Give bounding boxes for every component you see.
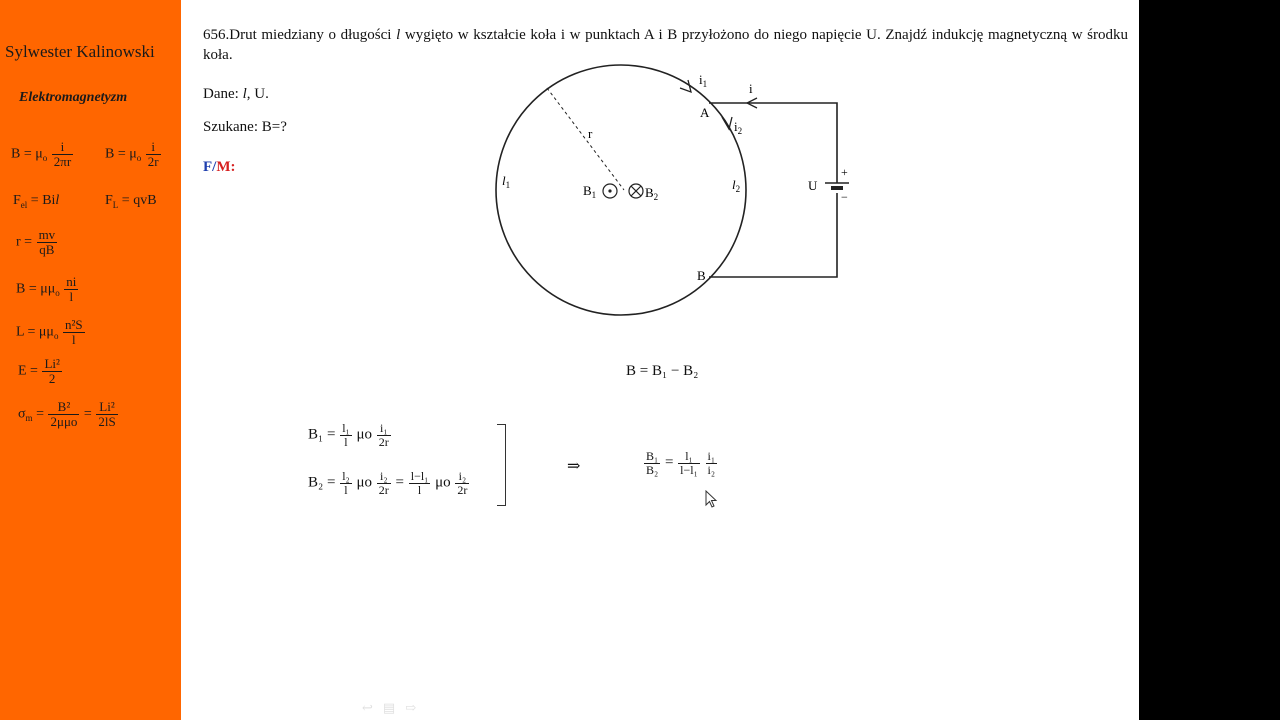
formula-sidebar (0, 0, 181, 720)
equation-ratio: $\frac{\text{B₁}}{\text{B₂}}$ = $\frac{\text{l₁}}{\text{l−l₁}}$ $\frac{\text{i₁}}{\text{i₂}}$ (646, 449, 716, 477)
formula-radius: r = $\frac{mv}{qB}$ (16, 227, 56, 257)
label-B: B (697, 268, 706, 283)
formula-f-el: $F_{el}$ = Bil (13, 193, 60, 210)
implies-arrow: ⇒ (567, 458, 581, 475)
arrow-i1-icon (680, 80, 691, 92)
slide-navigation[interactable] (362, 700, 426, 716)
equation-total-field: B = B₁ − B₂ (626, 363, 699, 379)
label-A: A (700, 105, 710, 120)
wire-circle (496, 65, 746, 315)
field-in-cross-icon (631, 186, 641, 196)
problem-statement: 656.Drut miedziany o długości l wygięto w kształcie koła i w punktach A i B przyłożono do niego napięcie U. Znajdź indukcję magnetyczną w środku koła. (203, 27, 1128, 63)
mouse-cursor-icon (705, 490, 719, 510)
label-U: U (808, 178, 818, 193)
circuit-diagram (481, 55, 871, 325)
field-out-dot-icon (608, 189, 611, 192)
formula-f-lorentz: $F_L$ = qvB (105, 193, 157, 210)
label-minus: − (841, 190, 848, 204)
label-i: i (749, 81, 753, 96)
black-margin (1139, 0, 1280, 720)
formula-energy-density: $\sigma_m$ = $\frac{\text{B²}}{\text{2μμo}}$ = $\frac{\text{Li²}}{2lS}$ (18, 399, 116, 429)
wire-to-battery-bottom (709, 193, 837, 277)
given-data: Dane: l, U. (203, 86, 269, 102)
formula-b-wire: $B = \mu_o$ $\frac{i}{2\pi r}$ (11, 139, 72, 169)
nav-forward-icon[interactable]: ⇨ (405, 700, 427, 715)
sought-value: Szukane: B=? (203, 119, 287, 135)
label-r: r (588, 126, 593, 141)
label-l2: $l_2$ (732, 177, 741, 194)
physics-math-label: F/M: (203, 159, 236, 175)
author-name: Sylwester Kalinowski (5, 42, 155, 61)
label-B1: $B_1$ (583, 183, 597, 200)
label-i1: $i_1$ (699, 72, 708, 89)
formula-b-loop: $B = \mu_o$ $\frac{i}{2r}$ (105, 139, 159, 169)
formula-inductance: $L = \mu\mu_o$ $\frac{\text{n²S}}{l}$ (16, 317, 83, 347)
formula-energy: E = $\frac{\text{Li²}}{2}$ (18, 356, 60, 386)
nav-menu-icon[interactable]: ▤ (382, 700, 406, 715)
formula-b-solenoid: $B = \mu\mu_o$ $\frac{ni}{l}$ (16, 274, 77, 304)
label-plus: + (841, 165, 848, 179)
nav-back-icon[interactable]: ↩ (362, 700, 383, 715)
label-i2: $i_2$ (734, 119, 743, 136)
radius-line (547, 88, 624, 190)
label-l1: $l_1$ (502, 173, 511, 190)
equation-b1: B₁ = $\frac{\text{l₁}}{l}$ μo $\frac{\text{i₁}}{2r}$ (308, 421, 389, 449)
system-bracket (497, 424, 506, 506)
equation-b2: B₂ = $\frac{\text{l₂}}{l}$ μo $\frac{\text{i₂}}{2r}$ = $\frac{\text{l−l₁}}{l}$ μo $\frac{\text{i₂}}{2r}$ (308, 469, 468, 497)
label-B2: $B_2$ (645, 185, 659, 202)
slide-page (181, 0, 1139, 720)
topic-title: Elektromagnetyzm (19, 90, 128, 105)
wire-to-battery-top (709, 103, 837, 183)
